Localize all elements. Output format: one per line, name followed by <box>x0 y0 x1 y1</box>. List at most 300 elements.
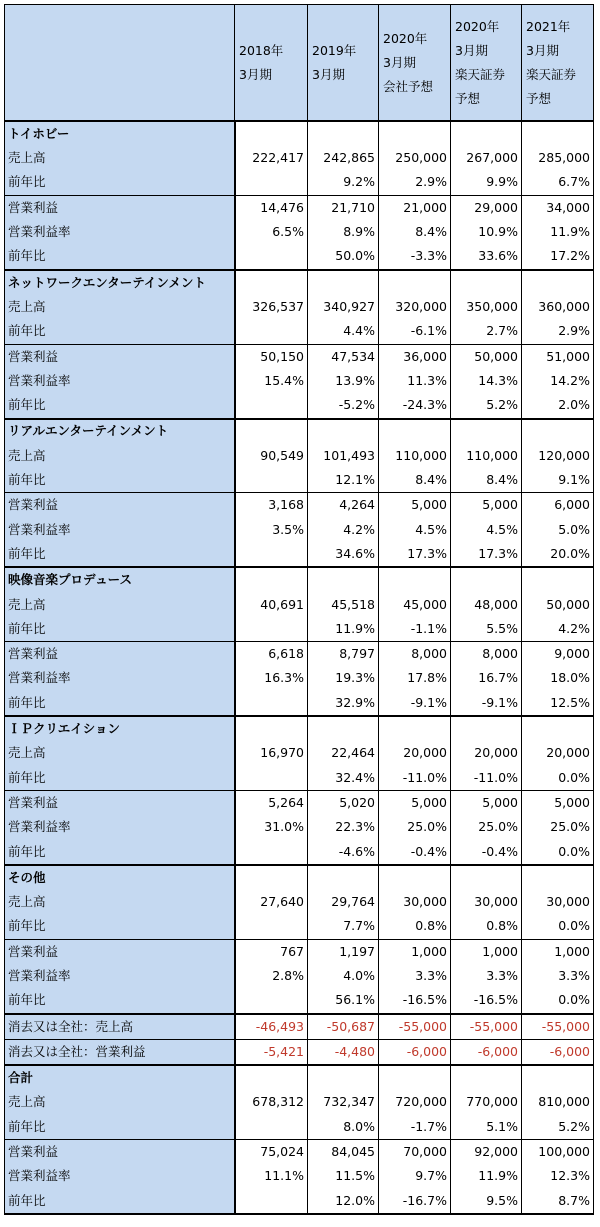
value-cell: -24.3% <box>379 393 451 418</box>
header-fy2020-rakuten: 2020年 3月期 楽天証券 予想 <box>451 5 522 122</box>
row-label: 消去又は全社：売上高 <box>5 1014 235 1040</box>
value-cell: -46,493 <box>235 1014 308 1040</box>
value-cell: 56.1% <box>308 988 379 1013</box>
segment-name: リアルエンターテインメント <box>5 419 235 444</box>
value-cell: 18.0% <box>522 667 594 691</box>
value-cell <box>522 121 594 146</box>
value-cell: 110,000 <box>379 444 451 468</box>
value-cell: 720,000 <box>379 1091 451 1115</box>
value-cell <box>235 766 308 791</box>
value-cell: 9.9% <box>451 171 522 196</box>
value-cell: 285,000 <box>522 146 594 170</box>
table-row <box>5 741 594 765</box>
value-cell <box>308 1065 379 1090</box>
value-cell: 17.3% <box>379 542 451 567</box>
value-cell: 50,150 <box>235 344 308 369</box>
table-row <box>5 1115 594 1140</box>
value-cell <box>451 865 522 890</box>
value-cell: 84,045 <box>308 1140 379 1165</box>
value-cell <box>379 121 451 146</box>
value-cell <box>451 1065 522 1090</box>
value-cell: 8.9% <box>308 220 379 244</box>
value-cell <box>451 716 522 741</box>
segment-header-row <box>5 121 594 146</box>
value-cell: 32.4% <box>308 766 379 791</box>
table-row <box>5 1140 594 1165</box>
value-cell <box>235 419 308 444</box>
value-cell: 19.3% <box>308 667 379 691</box>
value-cell <box>308 121 379 146</box>
table-row <box>5 1014 594 1040</box>
segment-header-row <box>5 865 594 890</box>
value-cell: 242,865 <box>308 146 379 170</box>
row-label: 営業利益 <box>5 493 235 518</box>
value-cell: 20.0% <box>522 542 594 567</box>
value-cell: 5.0% <box>522 518 594 542</box>
value-cell: 4.0% <box>308 964 379 988</box>
value-cell: 2.0% <box>522 393 594 418</box>
value-cell: -6,000 <box>451 1039 522 1065</box>
value-cell <box>379 1065 451 1090</box>
value-cell: 90,549 <box>235 444 308 468</box>
row-label: 営業利益率 <box>5 369 235 393</box>
value-cell: 340,927 <box>308 295 379 319</box>
value-cell: 11.9% <box>522 220 594 244</box>
value-cell: 13.9% <box>308 369 379 393</box>
value-cell: 250,000 <box>379 146 451 170</box>
value-cell <box>451 121 522 146</box>
table-row <box>5 468 594 493</box>
value-cell: 36,000 <box>379 344 451 369</box>
row-label: 売上高 <box>5 146 235 170</box>
row-label: 営業利益 <box>5 791 235 816</box>
table-row <box>5 1164 594 1188</box>
value-cell: 350,000 <box>451 295 522 319</box>
value-cell: 110,000 <box>451 444 522 468</box>
table-row <box>5 295 594 319</box>
segment-header-row <box>5 567 594 592</box>
value-cell: 8.4% <box>379 220 451 244</box>
table-row <box>5 493 594 518</box>
value-cell <box>451 567 522 592</box>
row-label: 売上高 <box>5 295 235 319</box>
value-cell: 8.4% <box>379 468 451 493</box>
value-cell: 5.2% <box>522 1115 594 1140</box>
value-cell <box>235 716 308 741</box>
value-cell: 1,000 <box>379 939 451 964</box>
value-cell: 32.9% <box>308 691 379 716</box>
row-label: 前年比 <box>5 766 235 791</box>
segment-name: ＩＰクリエイション <box>5 716 235 741</box>
value-cell: 9,000 <box>522 642 594 667</box>
value-cell: -50,687 <box>308 1014 379 1040</box>
row-label: 営業利益率 <box>5 964 235 988</box>
value-cell: 27,640 <box>235 890 308 914</box>
value-cell: 8.7% <box>522 1189 594 1214</box>
value-cell: 0.8% <box>379 915 451 940</box>
table-row <box>5 518 594 542</box>
segment-header-row <box>5 1065 594 1090</box>
value-cell <box>235 1065 308 1090</box>
row-label: 営業利益率 <box>5 220 235 244</box>
value-cell: 1,197 <box>308 939 379 964</box>
value-cell: 3.3% <box>451 964 522 988</box>
value-cell: -4,480 <box>308 1039 379 1065</box>
value-cell: 29,000 <box>451 195 522 220</box>
value-cell: 11.5% <box>308 1164 379 1188</box>
row-label: 売上高 <box>5 593 235 617</box>
value-cell: 10.9% <box>451 220 522 244</box>
value-cell: 6,618 <box>235 642 308 667</box>
header-corner <box>5 5 235 122</box>
value-cell: 45,518 <box>308 593 379 617</box>
header-fy2018: 2018年 3月期 <box>235 5 308 122</box>
value-cell: 9.1% <box>522 468 594 493</box>
row-label: 前年比 <box>5 840 235 865</box>
row-label: 営業利益 <box>5 939 235 964</box>
value-cell: 4,264 <box>308 493 379 518</box>
value-cell <box>451 270 522 295</box>
table-row <box>5 444 594 468</box>
value-cell: 3.5% <box>235 518 308 542</box>
table-row <box>5 988 594 1013</box>
value-cell: 8,797 <box>308 642 379 667</box>
value-cell <box>308 270 379 295</box>
header-fy2020-company: 2020年 3月期 会社予想 <box>379 5 451 122</box>
value-cell: 12.3% <box>522 1164 594 1188</box>
value-cell: 20,000 <box>451 741 522 765</box>
value-cell: 6.7% <box>522 171 594 196</box>
value-cell: 1,000 <box>451 939 522 964</box>
value-cell: 30,000 <box>451 890 522 914</box>
value-cell: 5,000 <box>522 791 594 816</box>
table-row <box>5 840 594 865</box>
value-cell: 12.5% <box>522 691 594 716</box>
value-cell: 30,000 <box>522 890 594 914</box>
row-label: 前年比 <box>5 171 235 196</box>
value-cell: 4.5% <box>379 518 451 542</box>
value-cell: 100,000 <box>522 1140 594 1165</box>
value-cell: 9.7% <box>379 1164 451 1188</box>
value-cell: 8.0% <box>308 1115 379 1140</box>
value-cell: 34.6% <box>308 542 379 567</box>
value-cell <box>308 716 379 741</box>
row-label: 営業利益率 <box>5 667 235 691</box>
row-label: 前年比 <box>5 1189 235 1214</box>
value-cell <box>451 419 522 444</box>
table-row <box>5 766 594 791</box>
value-cell: 9.2% <box>308 171 379 196</box>
value-cell: 16.7% <box>451 667 522 691</box>
value-cell: -55,000 <box>451 1014 522 1040</box>
value-cell: 5,020 <box>308 791 379 816</box>
value-cell: 810,000 <box>522 1091 594 1115</box>
value-cell: -6,000 <box>379 1039 451 1065</box>
value-cell: -1.1% <box>379 617 451 642</box>
value-cell <box>235 865 308 890</box>
value-cell: 2.7% <box>451 319 522 344</box>
table-row <box>5 915 594 940</box>
value-cell <box>235 567 308 592</box>
table-row <box>5 691 594 716</box>
row-label: 消去又は全社：営業利益 <box>5 1039 235 1065</box>
value-cell <box>235 171 308 196</box>
value-cell: 40,691 <box>235 593 308 617</box>
value-cell: 3.3% <box>522 964 594 988</box>
value-cell: 14,476 <box>235 195 308 220</box>
value-cell <box>522 419 594 444</box>
value-cell: 5.5% <box>451 617 522 642</box>
table-header-row <box>5 5 594 122</box>
table-row <box>5 791 594 816</box>
row-label: 営業利益率 <box>5 518 235 542</box>
value-cell: 1,000 <box>522 939 594 964</box>
segment-name: その他 <box>5 865 235 890</box>
table-row <box>5 195 594 220</box>
value-cell: 47,534 <box>308 344 379 369</box>
row-label: 前年比 <box>5 691 235 716</box>
value-cell: 20,000 <box>379 741 451 765</box>
row-label: 売上高 <box>5 741 235 765</box>
segment-financial-table <box>4 4 594 1215</box>
value-cell <box>379 716 451 741</box>
value-cell: 15.4% <box>235 369 308 393</box>
table-row <box>5 1039 594 1065</box>
row-label: 前年比 <box>5 244 235 269</box>
row-label: 営業利益 <box>5 642 235 667</box>
value-cell: 6.5% <box>235 220 308 244</box>
table-row <box>5 617 594 642</box>
value-cell: -11.0% <box>451 766 522 791</box>
value-cell: 17.8% <box>379 667 451 691</box>
value-cell <box>379 419 451 444</box>
value-cell: 34,000 <box>522 195 594 220</box>
value-cell: 6,000 <box>522 493 594 518</box>
row-label: 営業利益率 <box>5 1164 235 1188</box>
table-row <box>5 593 594 617</box>
value-cell: -16.7% <box>379 1189 451 1214</box>
value-cell: 48,000 <box>451 593 522 617</box>
table-row <box>5 244 594 269</box>
value-cell: 2.9% <box>379 171 451 196</box>
segment-header-row <box>5 270 594 295</box>
value-cell: -1.7% <box>379 1115 451 1140</box>
row-label: 営業利益 <box>5 344 235 369</box>
header-fy2021-rakuten: 2021年 3月期 楽天証券 予想 <box>522 5 594 122</box>
value-cell <box>308 865 379 890</box>
value-cell <box>522 567 594 592</box>
value-cell <box>235 542 308 567</box>
table-row <box>5 815 594 839</box>
value-cell: 8,000 <box>451 642 522 667</box>
row-label: 前年比 <box>5 617 235 642</box>
value-cell: 21,000 <box>379 195 451 220</box>
value-cell: -3.3% <box>379 244 451 269</box>
header-fy2019: 2019年 3月期 <box>308 5 379 122</box>
value-cell: 12.1% <box>308 468 379 493</box>
row-label: 売上高 <box>5 444 235 468</box>
row-label: 売上高 <box>5 1091 235 1115</box>
value-cell: 3,168 <box>235 493 308 518</box>
value-cell: 16,970 <box>235 741 308 765</box>
value-cell <box>235 270 308 295</box>
value-cell: -6,000 <box>522 1039 594 1065</box>
value-cell: 9.5% <box>451 1189 522 1214</box>
value-cell: 4.2% <box>522 617 594 642</box>
segment-header-row <box>5 419 594 444</box>
value-cell: 0.0% <box>522 915 594 940</box>
value-cell: 14.2% <box>522 369 594 393</box>
value-cell: 25.0% <box>451 815 522 839</box>
value-cell: 25.0% <box>522 815 594 839</box>
value-cell: 31.0% <box>235 815 308 839</box>
row-label: 営業利益率 <box>5 815 235 839</box>
row-label: 前年比 <box>5 1115 235 1140</box>
value-cell: -55,000 <box>522 1014 594 1040</box>
value-cell <box>522 270 594 295</box>
value-cell: 20,000 <box>522 741 594 765</box>
value-cell: 17.2% <box>522 244 594 269</box>
value-cell: 50.0% <box>308 244 379 269</box>
row-label: 前年比 <box>5 915 235 940</box>
value-cell: 120,000 <box>522 444 594 468</box>
value-cell: -9.1% <box>379 691 451 716</box>
value-cell: 30,000 <box>379 890 451 914</box>
value-cell <box>235 617 308 642</box>
value-cell: 5,264 <box>235 791 308 816</box>
value-cell: 0.0% <box>522 840 594 865</box>
value-cell <box>379 567 451 592</box>
row-label: 売上高 <box>5 890 235 914</box>
table-row <box>5 393 594 418</box>
table-row <box>5 220 594 244</box>
value-cell: -11.0% <box>379 766 451 791</box>
table-row <box>5 642 594 667</box>
value-cell: 4.4% <box>308 319 379 344</box>
value-cell: -0.4% <box>379 840 451 865</box>
segment-name: ネットワークエンターテインメント <box>5 270 235 295</box>
value-cell: 0.8% <box>451 915 522 940</box>
value-cell: 8,000 <box>379 642 451 667</box>
value-cell: 678,312 <box>235 1091 308 1115</box>
value-cell: 21,710 <box>308 195 379 220</box>
value-cell: 11.9% <box>451 1164 522 1188</box>
table-row <box>5 542 594 567</box>
value-cell: 14.3% <box>451 369 522 393</box>
row-label: 前年比 <box>5 542 235 567</box>
value-cell: -55,000 <box>379 1014 451 1040</box>
segment-name: 映像音楽プロデュース <box>5 567 235 592</box>
value-cell <box>235 840 308 865</box>
row-label: 営業利益 <box>5 195 235 220</box>
value-cell: 25.0% <box>379 815 451 839</box>
value-cell <box>235 244 308 269</box>
value-cell: 222,417 <box>235 146 308 170</box>
value-cell: 2.9% <box>522 319 594 344</box>
value-cell: -6.1% <box>379 319 451 344</box>
value-cell: 5,000 <box>451 791 522 816</box>
value-cell <box>235 988 308 1013</box>
value-cell <box>308 567 379 592</box>
value-cell: 92,000 <box>451 1140 522 1165</box>
value-cell: 22,464 <box>308 741 379 765</box>
table-row <box>5 319 594 344</box>
table-row <box>5 964 594 988</box>
value-cell: 101,493 <box>308 444 379 468</box>
value-cell: 50,000 <box>522 593 594 617</box>
value-cell <box>235 691 308 716</box>
value-cell: 2.8% <box>235 964 308 988</box>
value-cell: 70,000 <box>379 1140 451 1165</box>
value-cell <box>308 419 379 444</box>
table-row <box>5 146 594 170</box>
segment-name: 合計 <box>5 1065 235 1090</box>
value-cell: -0.4% <box>451 840 522 865</box>
table-row <box>5 939 594 964</box>
row-label: 前年比 <box>5 393 235 418</box>
table-row <box>5 890 594 914</box>
row-label: 前年比 <box>5 988 235 1013</box>
value-cell: -5,421 <box>235 1039 308 1065</box>
value-cell: 5.1% <box>451 1115 522 1140</box>
value-cell <box>235 393 308 418</box>
value-cell: 50,000 <box>451 344 522 369</box>
value-cell: 11.9% <box>308 617 379 642</box>
segment-name: トイホビー <box>5 121 235 146</box>
value-cell: 75,024 <box>235 1140 308 1165</box>
row-label: 前年比 <box>5 319 235 344</box>
table-row <box>5 369 594 393</box>
value-cell: 5,000 <box>379 493 451 518</box>
value-cell: 17.3% <box>451 542 522 567</box>
value-cell: 770,000 <box>451 1091 522 1115</box>
value-cell: -16.5% <box>379 988 451 1013</box>
table-row <box>5 667 594 691</box>
table-row <box>5 344 594 369</box>
value-cell: 4.2% <box>308 518 379 542</box>
value-cell <box>522 865 594 890</box>
value-cell: 8.4% <box>451 468 522 493</box>
table-row <box>5 1091 594 1115</box>
value-cell: 11.3% <box>379 369 451 393</box>
value-cell: 5.2% <box>451 393 522 418</box>
table-row <box>5 171 594 196</box>
value-cell: 0.0% <box>522 988 594 1013</box>
value-cell: -4.6% <box>308 840 379 865</box>
value-cell: 33.6% <box>451 244 522 269</box>
value-cell: 3.3% <box>379 964 451 988</box>
value-cell: -5.2% <box>308 393 379 418</box>
value-cell <box>235 121 308 146</box>
value-cell <box>235 319 308 344</box>
value-cell: 732,347 <box>308 1091 379 1115</box>
value-cell: 29,764 <box>308 890 379 914</box>
value-cell: 326,537 <box>235 295 308 319</box>
value-cell <box>379 270 451 295</box>
table-row <box>5 1189 594 1214</box>
value-cell <box>522 1065 594 1090</box>
value-cell: 5,000 <box>379 791 451 816</box>
row-label: 前年比 <box>5 468 235 493</box>
value-cell: 16.3% <box>235 667 308 691</box>
value-cell: 7.7% <box>308 915 379 940</box>
value-cell: -9.1% <box>451 691 522 716</box>
value-cell: 22.3% <box>308 815 379 839</box>
value-cell: 4.5% <box>451 518 522 542</box>
row-label: 営業利益 <box>5 1140 235 1165</box>
value-cell <box>379 865 451 890</box>
value-cell: 45,000 <box>379 593 451 617</box>
